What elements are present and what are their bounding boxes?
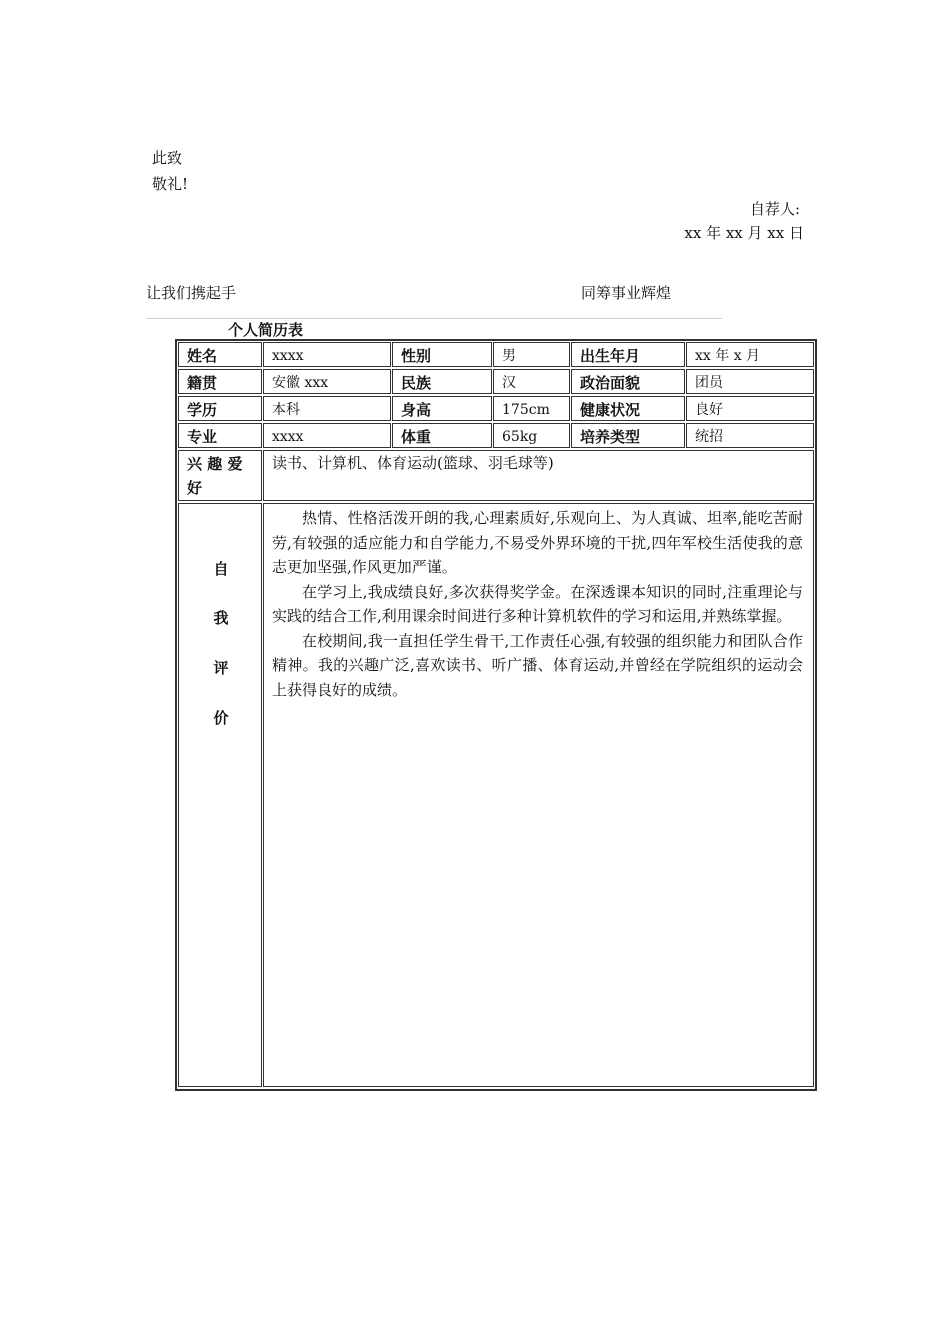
value-hobbies: 读书、计算机、体育运动(篮球、羽毛球等) [263, 450, 814, 501]
label-weight: 体重 [392, 423, 492, 448]
self-evaluation-text [263, 503, 814, 1087]
label-hobbies [178, 450, 262, 501]
label-health: 健康状况 [571, 396, 685, 421]
value-native-place: 安徽 xxx [263, 369, 391, 394]
label-name: 姓名 [178, 342, 262, 367]
label-ethnicity: 民族 [392, 369, 492, 394]
label-hobbies-line1: 兴 趣 爱 [187, 455, 243, 473]
self-eval-char-4: 价 [213, 709, 229, 727]
resume-title: 个人简历表 [228, 321, 304, 339]
label-self-evaluation [178, 503, 262, 1087]
value-weight: 65kg [493, 423, 570, 448]
label-native-place: 籍贯 [178, 369, 262, 394]
value-height: 175cm [493, 396, 570, 421]
slogan-left: 让我们携起手 [146, 284, 237, 302]
label-height: 身高 [392, 396, 492, 421]
value-health: 良好 [686, 396, 814, 421]
label-political-status: 政治面貌 [571, 369, 685, 394]
signer-label: 自荐人: [749, 200, 800, 218]
label-birth: 出生年月 [571, 342, 685, 367]
value-training-type: 统招 [686, 423, 814, 448]
self-eval-char-2: 我 [213, 609, 229, 627]
closing-line-1: 此致 [152, 149, 183, 167]
closing-line-2: 敬礼! [152, 175, 189, 193]
label-training-type: 培养类型 [571, 423, 685, 448]
label-hobbies-line2: 好 [187, 479, 203, 497]
divider-line [146, 318, 722, 319]
value-birth: xx 年 x 月 [686, 342, 814, 367]
self-eval-paragraph-3: 在校期间,我一直担任学生骨干,工作责任心强,有较强的组织能力和团队合作精神。我的兴趣广泛,喜欢读书、听广播、体育运动,并曾经在学院组织的运动会上获得良好的成绩。 [272, 631, 803, 699]
label-education: 学历 [178, 396, 262, 421]
value-ethnicity: 汉 [493, 369, 570, 394]
slogan-right: 同筹事业辉煌 [581, 284, 672, 302]
signature-date: xx 年 xx 月 xx 日 [684, 224, 804, 242]
self-eval-paragraph-1: 热情、性格活泼开朗的我,心理素质好,乐观向上、为人真诚、坦率,能吃苦耐劳,有较强的适应能力和自学能力,不易受外界环境的干扰,四年军校生活使我的意志更加坚强,作风更加严谨。 [272, 509, 803, 576]
value-name: xxxx [263, 342, 391, 367]
self-eval-char-3: 评 [213, 659, 229, 677]
label-major: 专业 [178, 423, 262, 448]
label-gender: 性别 [392, 342, 492, 367]
value-gender: 男 [493, 342, 570, 367]
value-political-status: 团员 [686, 369, 814, 394]
value-major: xxxx [263, 423, 391, 448]
value-education: 本科 [263, 396, 391, 421]
self-eval-paragraph-2: 在学习上,我成绩良好,多次获得奖学金。在深透课本知识的同时,注重理论与实践的结合工作,利用课余时间进行多种计算机软件的学习和运用,并熟练掌握。 [272, 582, 803, 625]
self-eval-char-1: 自 [213, 560, 229, 578]
